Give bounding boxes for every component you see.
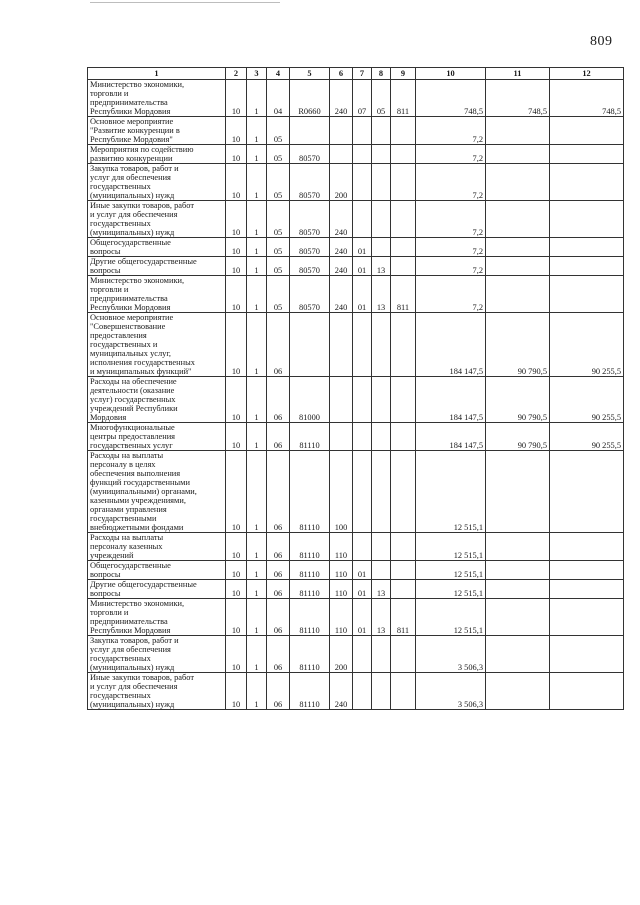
expense-item-name: Расходы на выплаты персоналу казенных учреждений [88,533,226,561]
amount-cell-c10: 3 506,3 [416,636,486,673]
amount-cell-c10: 12 515,1 [416,561,486,580]
code-cell-c7: 01 [353,599,372,636]
table-body [88,80,624,710]
code-cell-c2: 10 [226,164,247,201]
code-cell-c2: 10 [226,117,247,145]
expense-item-name: Общегосударственные вопросы [88,561,226,580]
code-cell-c7: 01 [353,561,372,580]
amount-cell-c10: 12 515,1 [416,451,486,533]
column-header: 11 [486,68,550,80]
code-cell-c3: 1 [247,164,267,201]
expense-item-name: Другие общегосударственные вопросы [88,580,226,599]
code-cell-c6: 110 [330,533,353,561]
code-cell-c5 [290,117,330,145]
code-cell-c4: 05 [267,117,290,145]
code-cell-c8: 13 [372,599,391,636]
code-cell-c6 [330,423,353,451]
code-cell-c8 [372,164,391,201]
code-cell-c6: 110 [330,599,353,636]
code-cell-c5: 80570 [290,257,330,276]
code-cell-c9 [391,636,416,673]
code-cell-c2: 10 [226,533,247,561]
code-cell-c7 [353,451,372,533]
amount-cell-c11 [486,117,550,145]
amount-cell-c10: 184 147,5 [416,423,486,451]
code-cell-c7 [353,164,372,201]
code-cell-c6: 100 [330,451,353,533]
column-header: 8 [372,68,391,80]
amount-cell-c10: 7,2 [416,257,486,276]
code-cell-c3: 1 [247,313,267,377]
amount-cell-c12 [550,238,624,257]
table-row [88,145,624,164]
table-row [88,561,624,580]
code-cell-c5: 81110 [290,423,330,451]
code-cell-c7 [353,636,372,673]
expense-item-name: Основное мероприятие "Развитие конкуренции в Республике Мордовия" [88,117,226,145]
code-cell-c8 [372,561,391,580]
code-cell-c9: 811 [391,80,416,117]
code-cell-c8 [372,313,391,377]
code-cell-c4: 05 [267,164,290,201]
code-cell-c3: 1 [247,561,267,580]
code-cell-c6: 110 [330,580,353,599]
table-row [88,276,624,313]
code-cell-c5: 81110 [290,533,330,561]
code-cell-c9 [391,313,416,377]
code-cell-c5: 80570 [290,276,330,313]
code-cell-c2: 10 [226,276,247,313]
expense-item-name: Расходы на обеспечение деятельности (оказание услуг) государственных учреждений Республики Мордовия [88,377,226,423]
amount-cell-c11 [486,276,550,313]
amount-cell-c12 [550,257,624,276]
amount-cell-c11 [486,201,550,238]
code-cell-c5: 80570 [290,201,330,238]
column-header: 5 [290,68,330,80]
code-cell-c4: 04 [267,80,290,117]
amount-cell-c10: 748,5 [416,80,486,117]
code-cell-c4: 06 [267,451,290,533]
amount-cell-c12 [550,636,624,673]
code-cell-c8 [372,636,391,673]
code-cell-c2: 10 [226,80,247,117]
code-cell-c9 [391,257,416,276]
amount-cell-c10: 12 515,1 [416,599,486,636]
code-cell-c3: 1 [247,451,267,533]
table-row [88,313,624,377]
column-header: 7 [353,68,372,80]
expense-item-name: Общегосударственные вопросы [88,238,226,257]
amount-cell-c10: 184 147,5 [416,313,486,377]
amount-cell-c10: 12 515,1 [416,533,486,561]
expense-item-name: Закупка товаров, работ и услуг для обеспечения государственных (муниципальных) нужд [88,164,226,201]
code-cell-c6: 240 [330,238,353,257]
amount-cell-c11 [486,238,550,257]
code-cell-c5: 81000 [290,377,330,423]
code-cell-c8 [372,201,391,238]
code-cell-c6 [330,117,353,145]
expense-item-name: Другие общегосударственные вопросы [88,257,226,276]
code-cell-c8 [372,238,391,257]
code-cell-c4: 06 [267,377,290,423]
amount-cell-c12 [550,673,624,710]
code-cell-c9 [391,580,416,599]
code-cell-c6: 110 [330,561,353,580]
code-cell-c6: 200 [330,164,353,201]
code-cell-c5: 80570 [290,145,330,164]
code-cell-c7 [353,533,372,561]
column-header: 9 [391,68,416,80]
amount-cell-c10: 7,2 [416,145,486,164]
code-cell-c5: 81110 [290,673,330,710]
amount-cell-c11 [486,599,550,636]
code-cell-c3: 1 [247,117,267,145]
expense-item-name: Расходы на выплаты персоналу в целях обеспечения выполнения функций государственными (муниципальными) органами, казенными учреждениями, органами управления государственными внебюджетными фондами [88,451,226,533]
code-cell-c2: 10 [226,377,247,423]
code-cell-c2: 10 [226,580,247,599]
expense-item-name: Министерство экономики, торговли и предпринимательства Республики Мордовия [88,599,226,636]
code-cell-c4: 06 [267,423,290,451]
amount-cell-c11 [486,636,550,673]
amount-cell-c12: 90 255,5 [550,377,624,423]
expense-item-name: Мероприятия по содействию развитию конкуренции [88,145,226,164]
code-cell-c9 [391,238,416,257]
code-cell-c2: 10 [226,599,247,636]
amount-cell-c11 [486,164,550,201]
code-cell-c8 [372,377,391,423]
column-header: 10 [416,68,486,80]
code-cell-c2: 10 [226,257,247,276]
amount-cell-c12: 90 255,5 [550,313,624,377]
table-row [88,257,624,276]
code-cell-c5: 80570 [290,164,330,201]
code-cell-c9 [391,377,416,423]
code-cell-c5: 81110 [290,451,330,533]
code-cell-c2: 10 [226,313,247,377]
code-cell-c2: 10 [226,423,247,451]
code-cell-c8 [372,673,391,710]
code-cell-c9 [391,673,416,710]
code-cell-c3: 1 [247,580,267,599]
code-cell-c3: 1 [247,257,267,276]
code-cell-c9 [391,423,416,451]
code-cell-c3: 1 [247,201,267,238]
column-header: 12 [550,68,624,80]
code-cell-c4: 05 [267,276,290,313]
code-cell-c5: 81110 [290,636,330,673]
amount-cell-c10: 184 147,5 [416,377,486,423]
code-cell-c8 [372,145,391,164]
code-cell-c6 [330,145,353,164]
code-cell-c8: 13 [372,580,391,599]
code-cell-c2: 10 [226,636,247,673]
code-cell-c3: 1 [247,636,267,673]
code-cell-c3: 1 [247,80,267,117]
code-cell-c7 [353,673,372,710]
amount-cell-c11 [486,451,550,533]
table-row [88,80,624,117]
amount-cell-c11: 90 790,5 [486,423,550,451]
amount-cell-c12 [550,276,624,313]
code-cell-c7: 01 [353,238,372,257]
code-cell-c3: 1 [247,423,267,451]
column-header: 1 [88,68,226,80]
code-cell-c9 [391,117,416,145]
amount-cell-c11: 90 790,5 [486,377,550,423]
code-cell-c4: 05 [267,145,290,164]
code-cell-c7: 07 [353,80,372,117]
code-cell-c9 [391,533,416,561]
code-cell-c9: 811 [391,276,416,313]
code-cell-c6: 240 [330,257,353,276]
amount-cell-c12 [550,145,624,164]
code-cell-c3: 1 [247,238,267,257]
code-cell-c2: 10 [226,145,247,164]
code-cell-c4: 06 [267,673,290,710]
code-cell-c6: 200 [330,636,353,673]
code-cell-c2: 10 [226,451,247,533]
amount-cell-c10: 7,2 [416,117,486,145]
code-cell-c7 [353,313,372,377]
table-row [88,599,624,636]
code-cell-c7: 01 [353,276,372,313]
code-cell-c8 [372,533,391,561]
code-cell-c7 [353,201,372,238]
code-cell-c8: 13 [372,276,391,313]
code-cell-c2: 10 [226,673,247,710]
table-row [88,580,624,599]
code-cell-c9 [391,145,416,164]
table-row [88,636,624,673]
code-cell-c6: 240 [330,673,353,710]
code-cell-c5: 81110 [290,599,330,636]
code-cell-c3: 1 [247,145,267,164]
amount-cell-c11: 748,5 [486,80,550,117]
amount-cell-c10: 7,2 [416,276,486,313]
code-cell-c5: 80570 [290,238,330,257]
amount-cell-c11 [486,257,550,276]
expense-item-name: Министерство экономики, торговли и предпринимательства Республики Мордовия [88,80,226,117]
amount-cell-c10: 12 515,1 [416,580,486,599]
code-cell-c5: R0660 [290,80,330,117]
code-cell-c7 [353,423,372,451]
code-cell-c7 [353,117,372,145]
code-cell-c6: 240 [330,276,353,313]
amount-cell-c11 [486,145,550,164]
expense-item-name: Многофункциональные центры предоставления государственных услуг [88,423,226,451]
amount-cell-c12 [550,164,624,201]
column-header: 2 [226,68,247,80]
code-cell-c5: 81110 [290,580,330,599]
table-row [88,423,624,451]
code-cell-c3: 1 [247,599,267,636]
table-row [88,451,624,533]
expense-item-name: Министерство экономики, торговли и предпринимательства Республики Мордовия [88,276,226,313]
amount-cell-c10: 3 506,3 [416,673,486,710]
code-cell-c2: 10 [226,201,247,238]
column-header: 4 [267,68,290,80]
expense-item-name: Закупка товаров, работ и услуг для обеспечения государственных (муниципальных) нужд [88,636,226,673]
column-header: 3 [247,68,267,80]
code-cell-c6 [330,313,353,377]
page-number: 809 [590,34,613,49]
code-cell-c4: 06 [267,599,290,636]
amount-cell-c12 [550,533,624,561]
code-cell-c6: 240 [330,80,353,117]
amount-cell-c11 [486,561,550,580]
table-row [88,377,624,423]
table-row [88,164,624,201]
code-cell-c8 [372,423,391,451]
code-cell-c2: 10 [226,238,247,257]
code-cell-c4: 06 [267,533,290,561]
table-row [88,533,624,561]
code-cell-c4: 06 [267,580,290,599]
code-cell-c7: 01 [353,257,372,276]
scan-edge-line [90,2,280,3]
code-cell-c9 [391,201,416,238]
table-header-row [88,68,624,80]
table-row [88,117,624,145]
code-cell-c4: 06 [267,313,290,377]
code-cell-c9 [391,561,416,580]
amount-cell-c12 [550,117,624,145]
code-cell-c8: 13 [372,257,391,276]
expense-item-name: Иные закупки товаров, работ и услуг для обеспечения государственных (муниципальных) нужд [88,201,226,238]
code-cell-c3: 1 [247,533,267,561]
amount-cell-c11: 90 790,5 [486,313,550,377]
amount-cell-c12 [550,201,624,238]
code-cell-c4: 06 [267,636,290,673]
table-row [88,201,624,238]
code-cell-c4: 06 [267,561,290,580]
expense-item-name: Иные закупки товаров, работ и услуг для обеспечения государственных (муниципальных) нужд [88,673,226,710]
code-cell-c3: 1 [247,276,267,313]
budget-table [87,67,624,710]
code-cell-c8 [372,451,391,533]
amount-cell-c11 [486,580,550,599]
expense-item-name: Основное мероприятие "Совершенствование предоставления государственных и муниципальных услуг, исполнения государственных и муниципальных функций" [88,313,226,377]
code-cell-c5: 81110 [290,561,330,580]
code-cell-c7 [353,377,372,423]
code-cell-c8 [372,117,391,145]
amount-cell-c12: 90 255,5 [550,423,624,451]
code-cell-c7 [353,145,372,164]
amount-cell-c10: 7,2 [416,164,486,201]
table-row [88,673,624,710]
amount-cell-c10: 7,2 [416,201,486,238]
table-row [88,238,624,257]
amount-cell-c12 [550,451,624,533]
code-cell-c9: 811 [391,599,416,636]
amount-cell-c12 [550,561,624,580]
amount-cell-c11 [486,673,550,710]
code-cell-c5 [290,313,330,377]
code-cell-c6 [330,377,353,423]
amount-cell-c10: 7,2 [416,238,486,257]
amount-cell-c12: 748,5 [550,80,624,117]
code-cell-c4: 05 [267,257,290,276]
code-cell-c4: 05 [267,201,290,238]
code-cell-c4: 05 [267,238,290,257]
amount-cell-c11 [486,533,550,561]
column-header: 6 [330,68,353,80]
code-cell-c3: 1 [247,377,267,423]
amount-cell-c12 [550,599,624,636]
code-cell-c9 [391,451,416,533]
code-cell-c6: 240 [330,201,353,238]
code-cell-c7: 01 [353,580,372,599]
amount-cell-c12 [550,580,624,599]
code-cell-c2: 10 [226,561,247,580]
code-cell-c8: 05 [372,80,391,117]
code-cell-c3: 1 [247,673,267,710]
code-cell-c9 [391,164,416,201]
